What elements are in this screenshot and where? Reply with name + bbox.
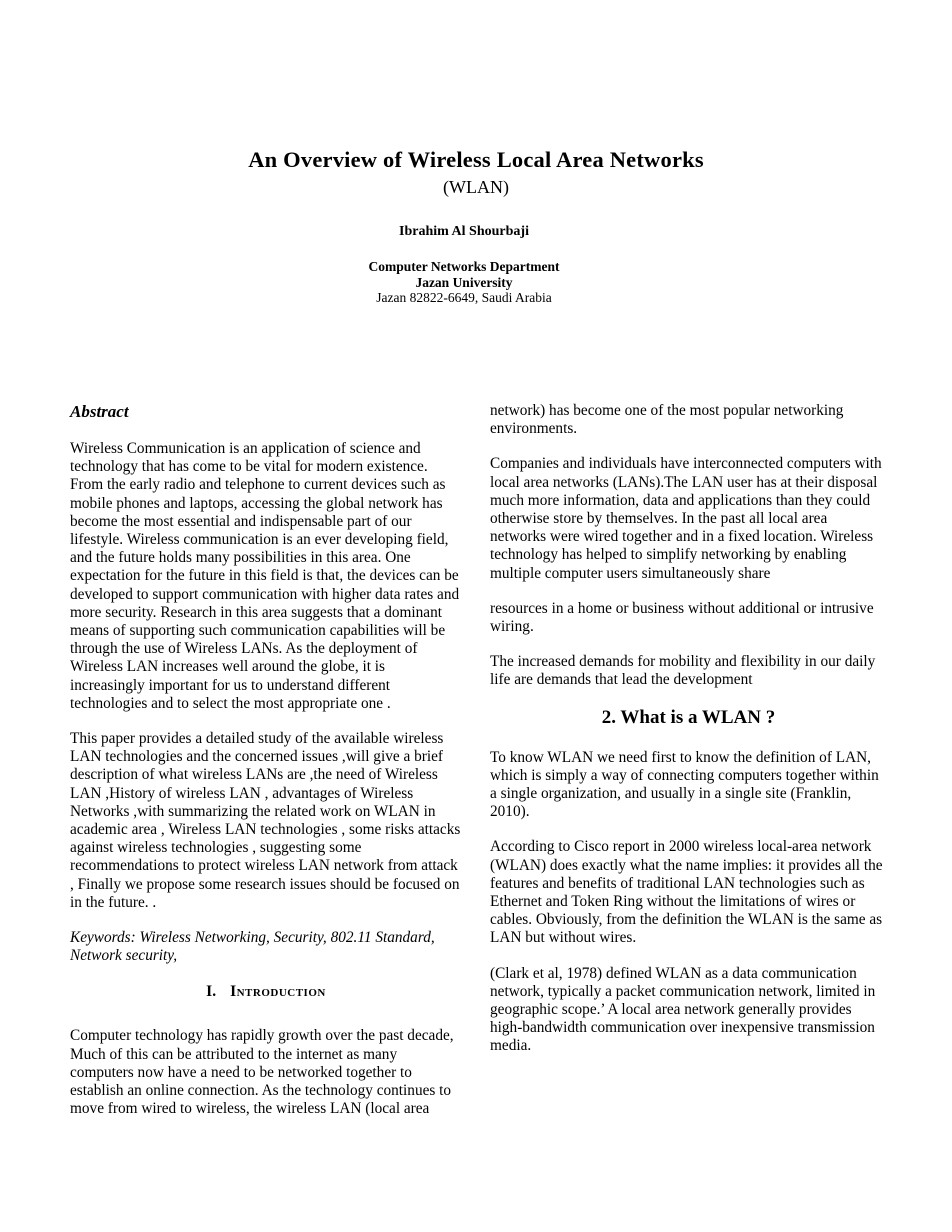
introduction-heading-label: Introduction bbox=[230, 983, 326, 1001]
abstract-paragraph-2: This paper provides a detailed study of the available wireless LAN technologies and the concerned issues ,will give a brief description of what wireless LANs are ,the need of Wireless LAN ,History of wireless LAN , advantages of Wireless Networks ,with summarizing the related work on WLAN in academic area , Wireless LAN technologies , some risks attacks against wireless technologies , suggesting some recommendations to protect wireless LAN network from attack , Finally we propose some research issues should be focused on in the future. . bbox=[70, 730, 461, 911]
left-column bbox=[70, 402, 462, 1136]
author-block bbox=[0, 224, 940, 306]
body-paragraph-cisco: According to Cisco report in 2000 wireless local-area network (WLAN) does exactly what the name implies: it provides all the features and benefits of traditional LAN technologies such as Ethernet and Token Ring without the limitations of wires or cables. Obviously, from the definition the WLAN is the same as LAN but without wires. bbox=[490, 838, 883, 947]
abstract-heading: Abstract bbox=[70, 402, 129, 421]
body-paragraph-companies: Companies and individuals have interconnected computers with local area networks (LANs).The LAN user has at their disposal much more information, data and applications than they could otherwise store by themselves. In the past all local area networks were wired together and in a fixed location. Wireless technology has helped to simplify networking by enabling multiple computer users simultaneously share bbox=[490, 455, 882, 582]
body-paragraph-resources: resources in a home or business without additional or intrusive wiring. bbox=[490, 599, 874, 636]
introduction-heading-numeral: I. bbox=[206, 983, 217, 1001]
author-name: Ibrahim Al Shourbaji bbox=[399, 224, 529, 239]
affiliation-address: Jazan 82822-6649, Saudi Arabia bbox=[376, 290, 552, 305]
introduction-paragraph-1: Computer technology has rapidly growth over the past decade, Much of this can be attributed to the internet as many computers now have a need to be networked together to establish an online connection. As the technology continues to move from wired to wireless, the wireless LAN (local area bbox=[70, 1027, 454, 1118]
wlan-section-heading: 2. What is a WLAN ? bbox=[601, 706, 776, 728]
affiliation-university: Jazan University bbox=[415, 274, 513, 290]
introduction-heading bbox=[70, 982, 462, 1001]
right-column bbox=[490, 402, 887, 1073]
body-paragraph-continuation: network) has become one of the most popular networking environments. bbox=[490, 402, 844, 438]
body-paragraph-clark: (Clark et al, 1978) defined WLAN as a data communication network, typically a packet communication network, limited in geographic scope.’ A local area network generally provides high-bandwidth communication over inexpensive transmission media. bbox=[490, 964, 876, 1055]
body-paragraph-demands: The increased demands for mobility and flexibility in our daily life are demands that lead the development bbox=[490, 653, 876, 689]
affiliation-block bbox=[0, 259, 940, 306]
paper-subtitle: (WLAN) bbox=[443, 177, 509, 197]
abstract-paragraph-1: Wireless Communication is an application of science and technology that has come to be vital for modern existence. From the early radio and telephone to current devices such as mobile phones and laptops, accessing the global network has become the most essential and indispensable part of our lifestyle. Wireless communication is an ever developing field, and the future holds many possibilities in this area. One expectation for the future in this field is that, the devices can be developed to support communication with higher data rates and more security. Research in this area suggests that a dominant means of supporting such communication capabilities will be through the use of Wireless LANs. As the deployment of Wireless LAN increases well around the globe, it is increasingly important for us to understand different technologies and to select the most appropriate one . bbox=[70, 440, 460, 712]
body-paragraph-definition: To know WLAN we need first to know the definition of LAN, which is simply a way of connecting computers together within a single organization, and usually in a single site (Franklin, 2010). bbox=[490, 748, 879, 821]
paper-title: An Overview of Wireless Local Area Networks bbox=[248, 147, 704, 172]
affiliation-department: Computer Networks Department bbox=[368, 259, 560, 274]
title-block bbox=[0, 146, 952, 306]
keywords-line: Keywords: Wireless Networking, Security, 802.11 Standard, Network security, bbox=[70, 929, 435, 965]
